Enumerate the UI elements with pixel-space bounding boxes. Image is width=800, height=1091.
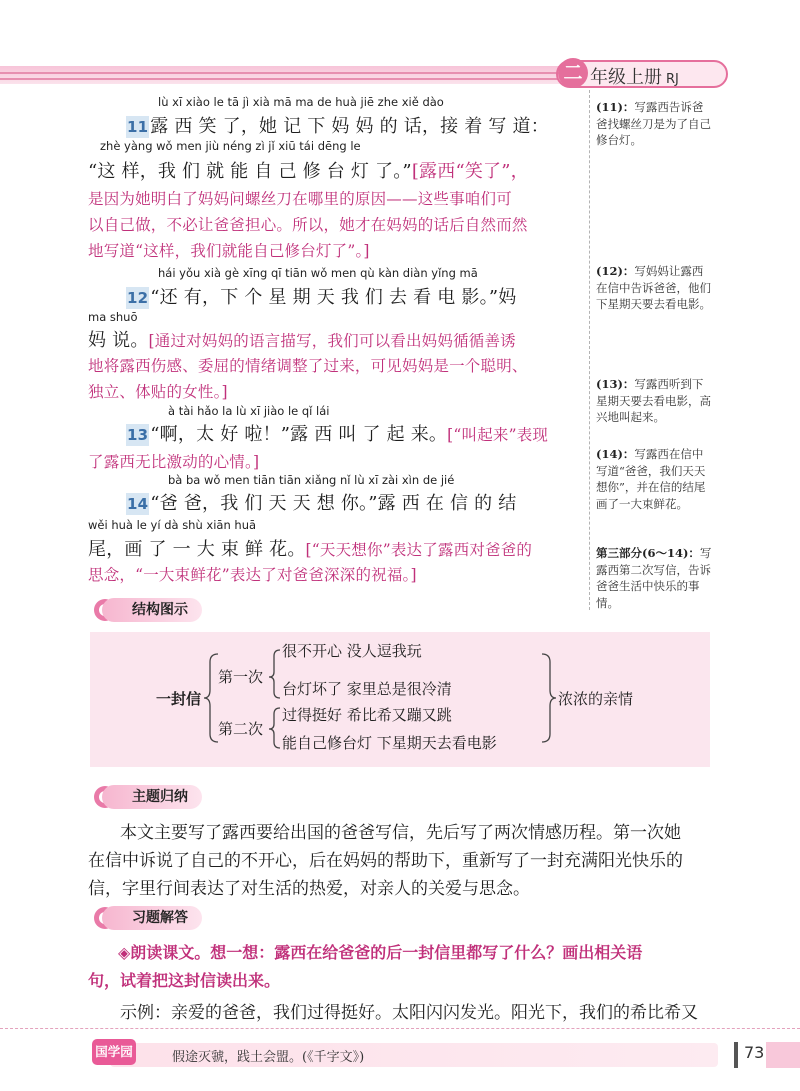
diagram-item: 过得挺好 希比希又蹦又跳 (282, 706, 452, 724)
paragraph-number: 11 (127, 118, 149, 136)
paragraph-number: 13 (127, 426, 149, 444)
grade-label: 年级上册 RJ (590, 67, 679, 88)
side-note: (14)：写露西在信中写道“爸爸，我们天天想你”，并在信的结尾画了一大束鲜花。 (596, 447, 706, 511)
annotation-line: 独立、体贴的女性。] (88, 383, 228, 401)
text-line: 11 露 西 笑 了，她 记 下 妈 妈 的 话，接 着 写 道： (127, 116, 549, 137)
diagram-conclusion: 浓浓的亲情 (558, 690, 634, 708)
section-title: 习题解答 (102, 906, 202, 930)
paragraph-number: 14 (127, 495, 149, 513)
pinyin-line: lù xī xiào le tā jì xià mā ma de huà jiē zhe xiě dào (158, 95, 444, 109)
section-title: 结构图示 (102, 598, 202, 622)
text-line: “这 样，我 们 就 能 自 己 修 台 灯 了。”[露西“笑了”， (88, 161, 529, 182)
diagram-second: 第二次 (218, 720, 264, 738)
diagram-item: 能自己修台灯 下星期天去看电影 (282, 734, 497, 752)
text-line: 妈 说。[通过对妈妈的语言描写，我们可以看出妈妈循循善诱 (88, 330, 516, 351)
header-rule (0, 72, 585, 74)
annotation-line: 是因为她明白了妈妈问螺丝刀在哪里的原因——这些事咱们可 (88, 190, 512, 208)
diagram-root: 一封信 (156, 690, 202, 708)
annotation: [露西“笑了”， (411, 161, 529, 182)
page-tab (766, 1042, 800, 1068)
side-note: (12)：写妈妈让露西在信中告诉爸爸，他们下星期天要去看电影。 (596, 264, 711, 311)
question-line: ◈朗读课文。想一想：露西在给爸爸的后一封信里都写了什么？画出相关语 (118, 943, 643, 962)
annotation-line: 思念，“一大束鲜花”表达了对爸爸深深的祝福。] (88, 566, 417, 584)
annotation-line: 地将露西伤感、委屈的情绪调整了过来，可见妈妈是一个聪明、 (88, 357, 528, 375)
side-note: 第三部分(6～14)：写露西第二次写信，告诉爸爸生活中快乐的事情。 (596, 546, 712, 610)
side-divider (589, 90, 590, 610)
grade-number: 二 (558, 58, 588, 88)
diagram-item: 台灯坏了 家里总是很冷清 (282, 680, 452, 698)
structure-heading (94, 598, 294, 622)
text-line: 13 “啊，太 好 啦！”露 西 叫 了 起 来。[“叫起来”表现 (127, 424, 549, 445)
section-title: 主题归纳 (102, 785, 202, 809)
page-marker (734, 1042, 738, 1068)
pinyin-line: ma shuō (88, 310, 138, 324)
theme-heading (94, 785, 294, 809)
annotation-line: 以自己做，不必让爸爸担心。所以，她才在妈妈的话后自然而然 (88, 216, 528, 234)
diagram-item: 很不开心 没人逗我玩 (282, 642, 422, 660)
brace-right (542, 654, 556, 742)
diagram-first: 第一次 (218, 668, 264, 686)
footer-rule (0, 1028, 800, 1029)
pinyin-line: hái yǒu xià gè xīng qī tiān wǒ men qù kàn diàn yǐng mā (158, 266, 478, 280)
exercise-heading (94, 906, 294, 930)
footer-quote: 假途灭虢，践土会盟。(《千字文》) (172, 1050, 365, 1065)
side-note: (11)：写露西告诉爸爸找螺丝刀是为了自己修台灯。 (596, 100, 711, 147)
side-note: (13)：写露西听到下星期天要去看电影，高兴地叫起来。 (596, 377, 711, 424)
text-line: 12 “还 有，下 个 星 期 天 我 们 去 看 电 影。”妈 (127, 287, 517, 308)
annotation-line: 地写道“这样，我们就能自己修台灯了”。] (88, 242, 370, 260)
header-band (0, 66, 585, 84)
annotation: [“叫起来”表现 (447, 426, 549, 444)
question-line: 句，试着把这封信读出来。 (88, 971, 281, 990)
text-line: 尾，画 了 一 大 束 鲜 花。[“天天想你”表达了露西对爸爸的 (88, 539, 533, 560)
theme-line: 在信中诉说了自己的不开心，后在妈妈的帮助下，重新写了一封充满阳光快乐的 (88, 851, 683, 871)
brace-first (269, 650, 280, 698)
theme-line: 本文主要写了露西要给出国的爸爸写信，先后写了两次情感历程。第一次她 (120, 823, 681, 843)
text-line: 14 “爸 爸，我 们 天 天 想 你。”露 西 在 信 的 结 (127, 493, 517, 514)
answer-line: 示例：亲爱的爸爸，我们过得挺好。太阳闪闪发光。阳光下，我们的希比希又 (120, 1003, 698, 1023)
annotation: [通过对妈妈的语言描写，我们可以看出妈妈循循善诱 (148, 332, 516, 350)
page-number: 73 (744, 1043, 765, 1062)
pinyin-line: zhè yàng wǒ men jiù néng zì jǐ xiū tái dēng le (100, 139, 361, 153)
brace-root (204, 654, 218, 742)
edition-label: RJ (666, 72, 679, 87)
structure-diagram (90, 632, 710, 767)
footer-tag: 国学园 (92, 1039, 136, 1065)
pinyin-line: bà ba wǒ men tiān tiān xiǎng nǐ lù xī zài xìn de jié (168, 473, 455, 487)
annotation: [“天天想你”表达了露西对爸爸的 (305, 541, 533, 559)
header-rule (0, 78, 585, 80)
pinyin-line: wěi huà le yí dà shù xiān huā (88, 518, 257, 532)
pinyin-line: à tài hǎo la lù xī jiào le qǐ lái (168, 404, 330, 418)
paragraph-number: 12 (127, 289, 149, 307)
brace-second (269, 708, 280, 748)
theme-line: 信，字里行间表达了对生活的热爱，对亲人的关爱与思念。 (88, 879, 530, 899)
annotation-line: 了露西无比激动的心情。] (88, 453, 260, 471)
